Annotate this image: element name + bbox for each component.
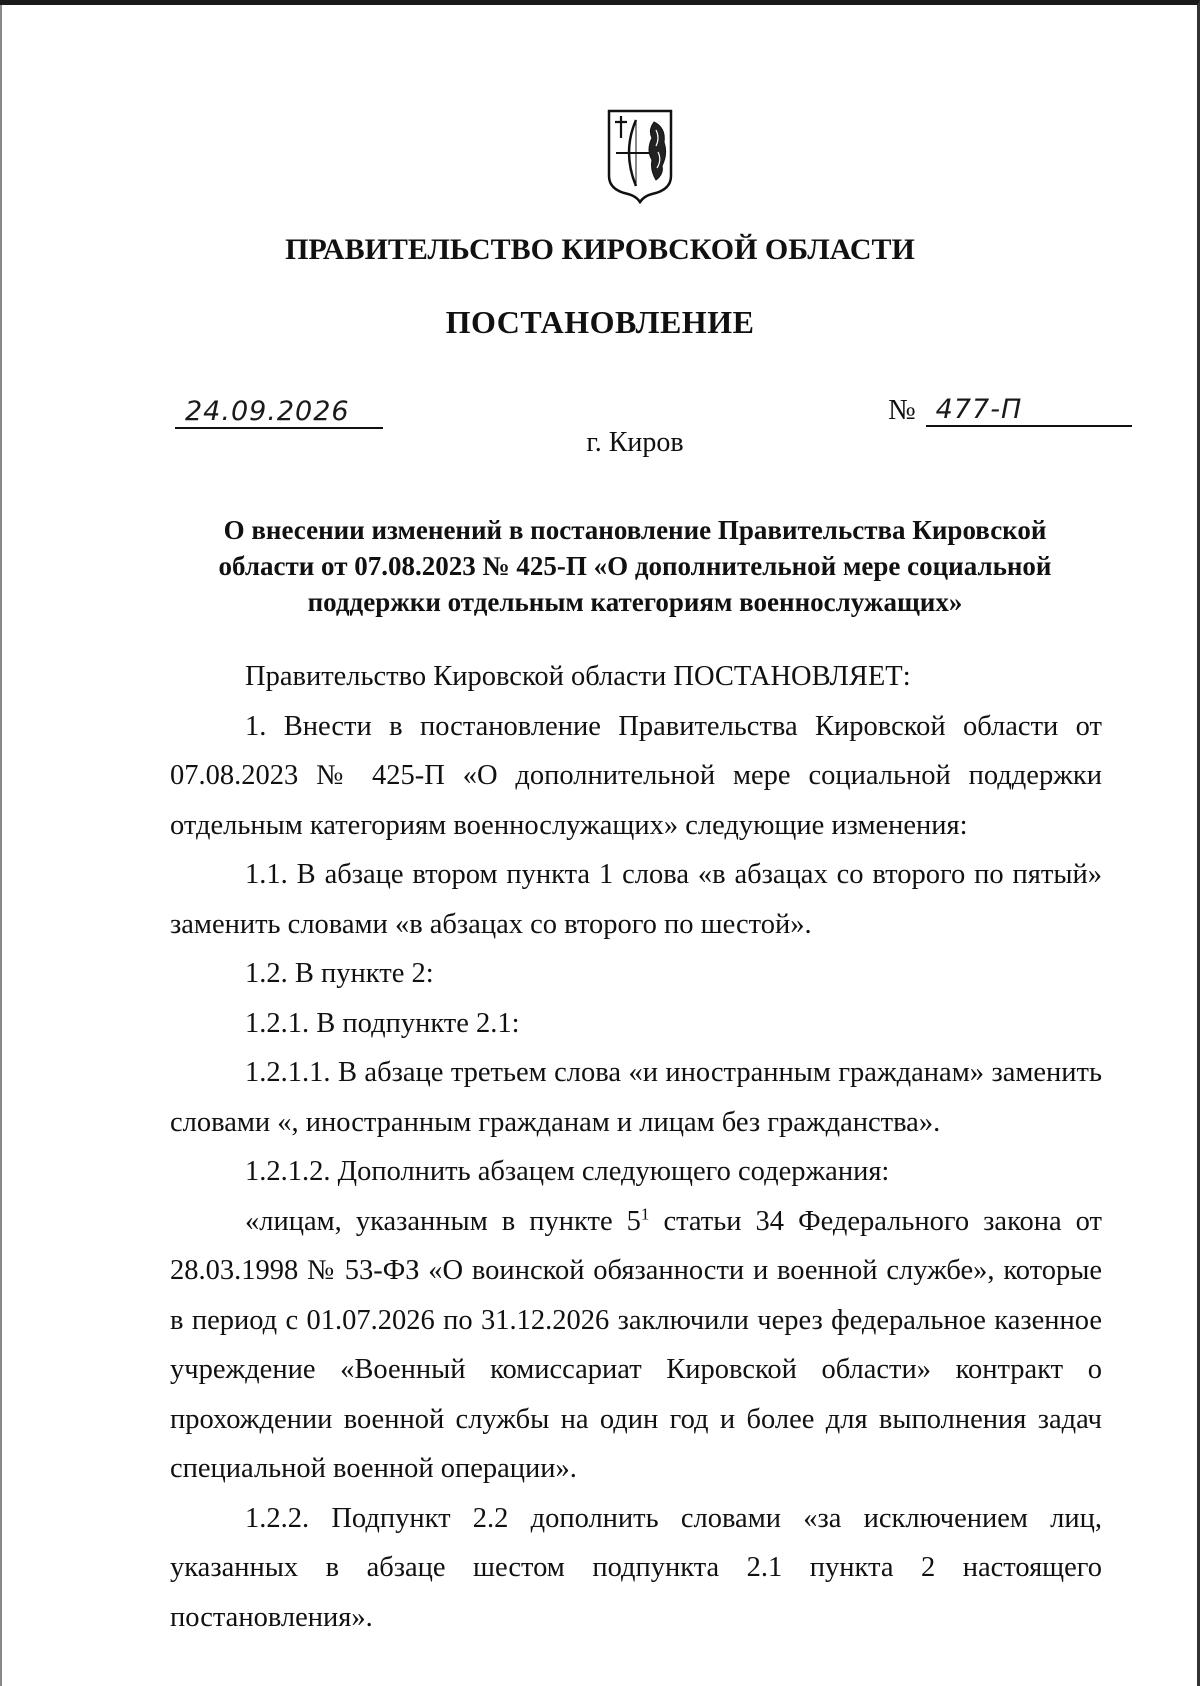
document-number	[888, 393, 1132, 427]
paragraph-1-1: 1.1. В абзаце втором пункта 1 слова «в абзацах со второго по пятый» заменить словами «в абзацах со второго по шестой».	[170, 859, 1102, 940]
paragraph-1: 1. Внести в постановление Правительства Кировской области от 07.08.2023 № 425-П «О дополнительной мере социальной поддержки отдельным категориям военнослужащих» следующие изменения:	[170, 710, 1102, 841]
paragraph-1-2-2: 1.2.2. Подпункт 2.2 дополнить словами «за исключением лиц, указанных в абзаце шестом подпункта 2.1 пункта 2 настоящего постановления».	[170, 1502, 1102, 1633]
handwritten-date: 24.09.2026	[185, 396, 350, 427]
organization-name: ПРАВИТЕЛЬСТВО КИРОВСКОЙ ОБЛАСТИ	[285, 233, 915, 266]
document-body	[170, 652, 1102, 1642]
number-field	[926, 391, 1132, 427]
quote-rest: статьи 34 Федерального закона от 28.03.1998 № 53-ФЗ «О воинской обязанности и военной службе», которые в период с 01.07.2026 по 31.12.2026 заключили через федеральное казенное учреждение «Военный комиссариат Кировской области» контракт о прохождении военной службы на один год и более для выполнения задач специальной военной операции».	[170, 1205, 1103, 1484]
preamble: Правительство Кировской области ПОСТАНОВЛЯЕТ:	[245, 661, 911, 692]
paragraph-1-2-1-2: 1.2.1.2. Дополнить абзацем следующего содержания:	[245, 1156, 890, 1187]
number-sign: №	[888, 394, 916, 426]
superscript: 1	[640, 1204, 650, 1223]
document-title: О внесении изменений в постановление Правительства Кировской области от 07.08.2023 № 425-П «О дополнительной мере социальной поддержки отдельным категориям военнослужащих»	[218, 515, 1052, 617]
paragraph-quote	[170, 1197, 1102, 1494]
paragraph-1-2-1-1: 1.2.1.1. В абзаце третьем слова «и иностранным гражданам» заменить словами «, иностранным гражданам и лицам без гражданства».	[170, 1057, 1102, 1138]
date-field	[175, 393, 383, 429]
quote-start: «лицам, указанным в пункте 5	[245, 1205, 641, 1237]
handwritten-number: 477-П	[935, 394, 1023, 425]
paragraph-1-2-1: 1.2.1. В подпункте 2.1:	[245, 1007, 520, 1039]
kirov-coat-of-arms-icon	[606, 108, 674, 204]
paragraph-1-2: 1.2. В пункте 2:	[245, 958, 434, 989]
city: г. Киров	[586, 427, 684, 458]
document-type: ПОСТАНОВЛЕНИЕ	[445, 304, 755, 340]
